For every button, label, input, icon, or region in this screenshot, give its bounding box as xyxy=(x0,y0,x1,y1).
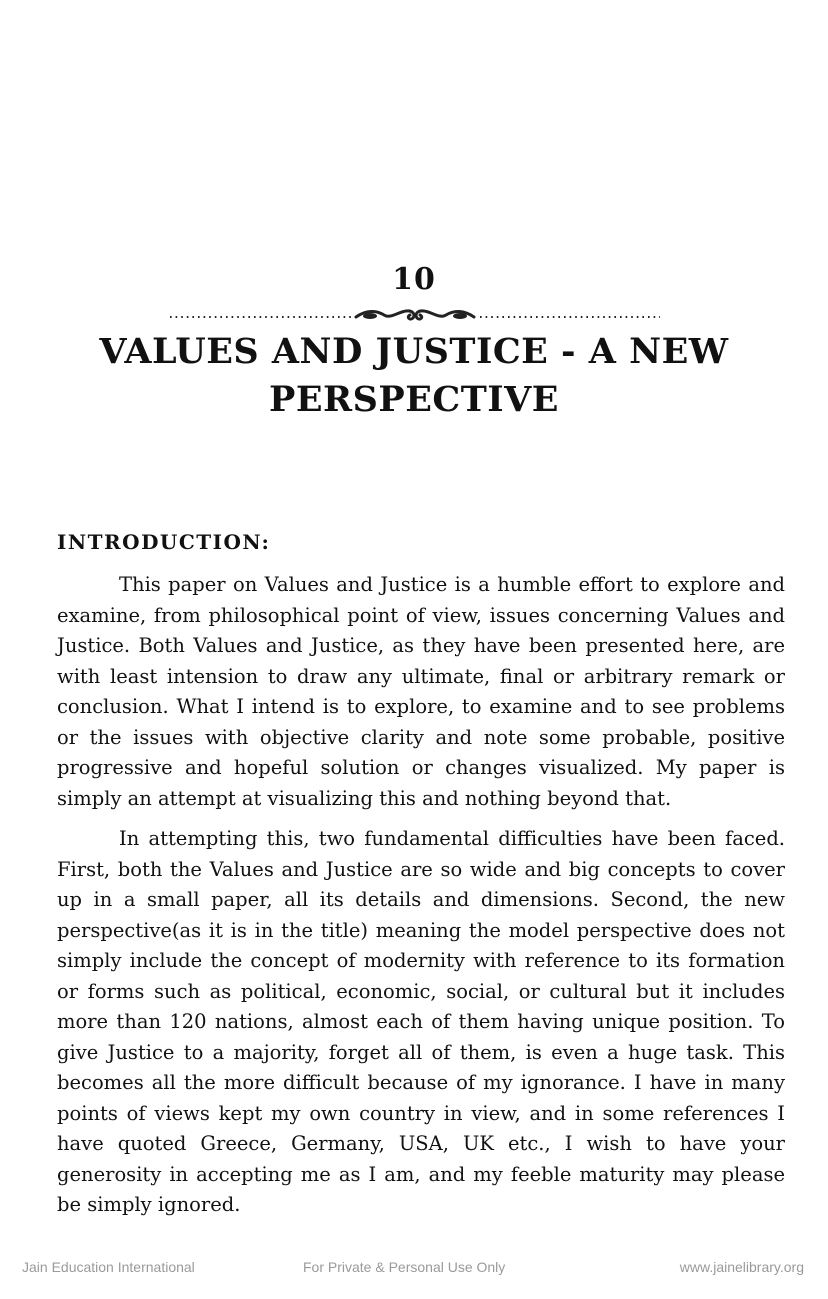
chapter-title: VALUES AND JUSTICE - A NEW PERSPECTIVE xyxy=(99,331,729,420)
body-text xyxy=(57,570,785,1221)
paragraph: In attempting this, two fundamental difficulties have been faced. First, both the Values and Justice are so wide and big concepts to cover up in a small paper, all its details and dimensions. Second, the new perspective(as it is in the title) meaning the model perspective does not simply include the concept of modernity with reference to its formation or forms such as political, economic, social, or cultural but it includes more than 120 nations, almost each of them having unique position. To give Justice to a majority, forget all of them, is even a huge task. This becomes all the more difficult because of my ignorance. I have in many points of views kept my own country in view, and in some references I have quoted Greece, Germany, USA, UK etc., I wish to have your generosity in accepting me as I am, and my feeble maturity may please be simply ignored. xyxy=(57,827,785,1216)
ornament-divider xyxy=(170,304,660,322)
section-heading: INTRODUCTION: xyxy=(57,530,271,554)
paragraph: This paper on Values and Justice is a humble effort to explore and examine, from philosophical point of view, issues concerning Values and Justice. Both Values and Justice, as they have been presented here, are with least intension to draw any ultimate, final or arbitrary remark or conclusion. What I intend is to explore, to examine and to see problems or the issues with objective clarity and note some probable, positive progressive and hopeful solution or changes visualized. My paper is simply an attempt at visualizing this and nothing beyond that. xyxy=(57,573,785,810)
footer-usage-note: For Private & Personal Use Only xyxy=(303,1259,506,1275)
chapter-number: 10 xyxy=(392,262,436,297)
footer-publisher: Jain Education International xyxy=(22,1259,195,1275)
footer-website: www.jainelibrary.org xyxy=(679,1259,804,1275)
footer xyxy=(0,1259,828,1279)
